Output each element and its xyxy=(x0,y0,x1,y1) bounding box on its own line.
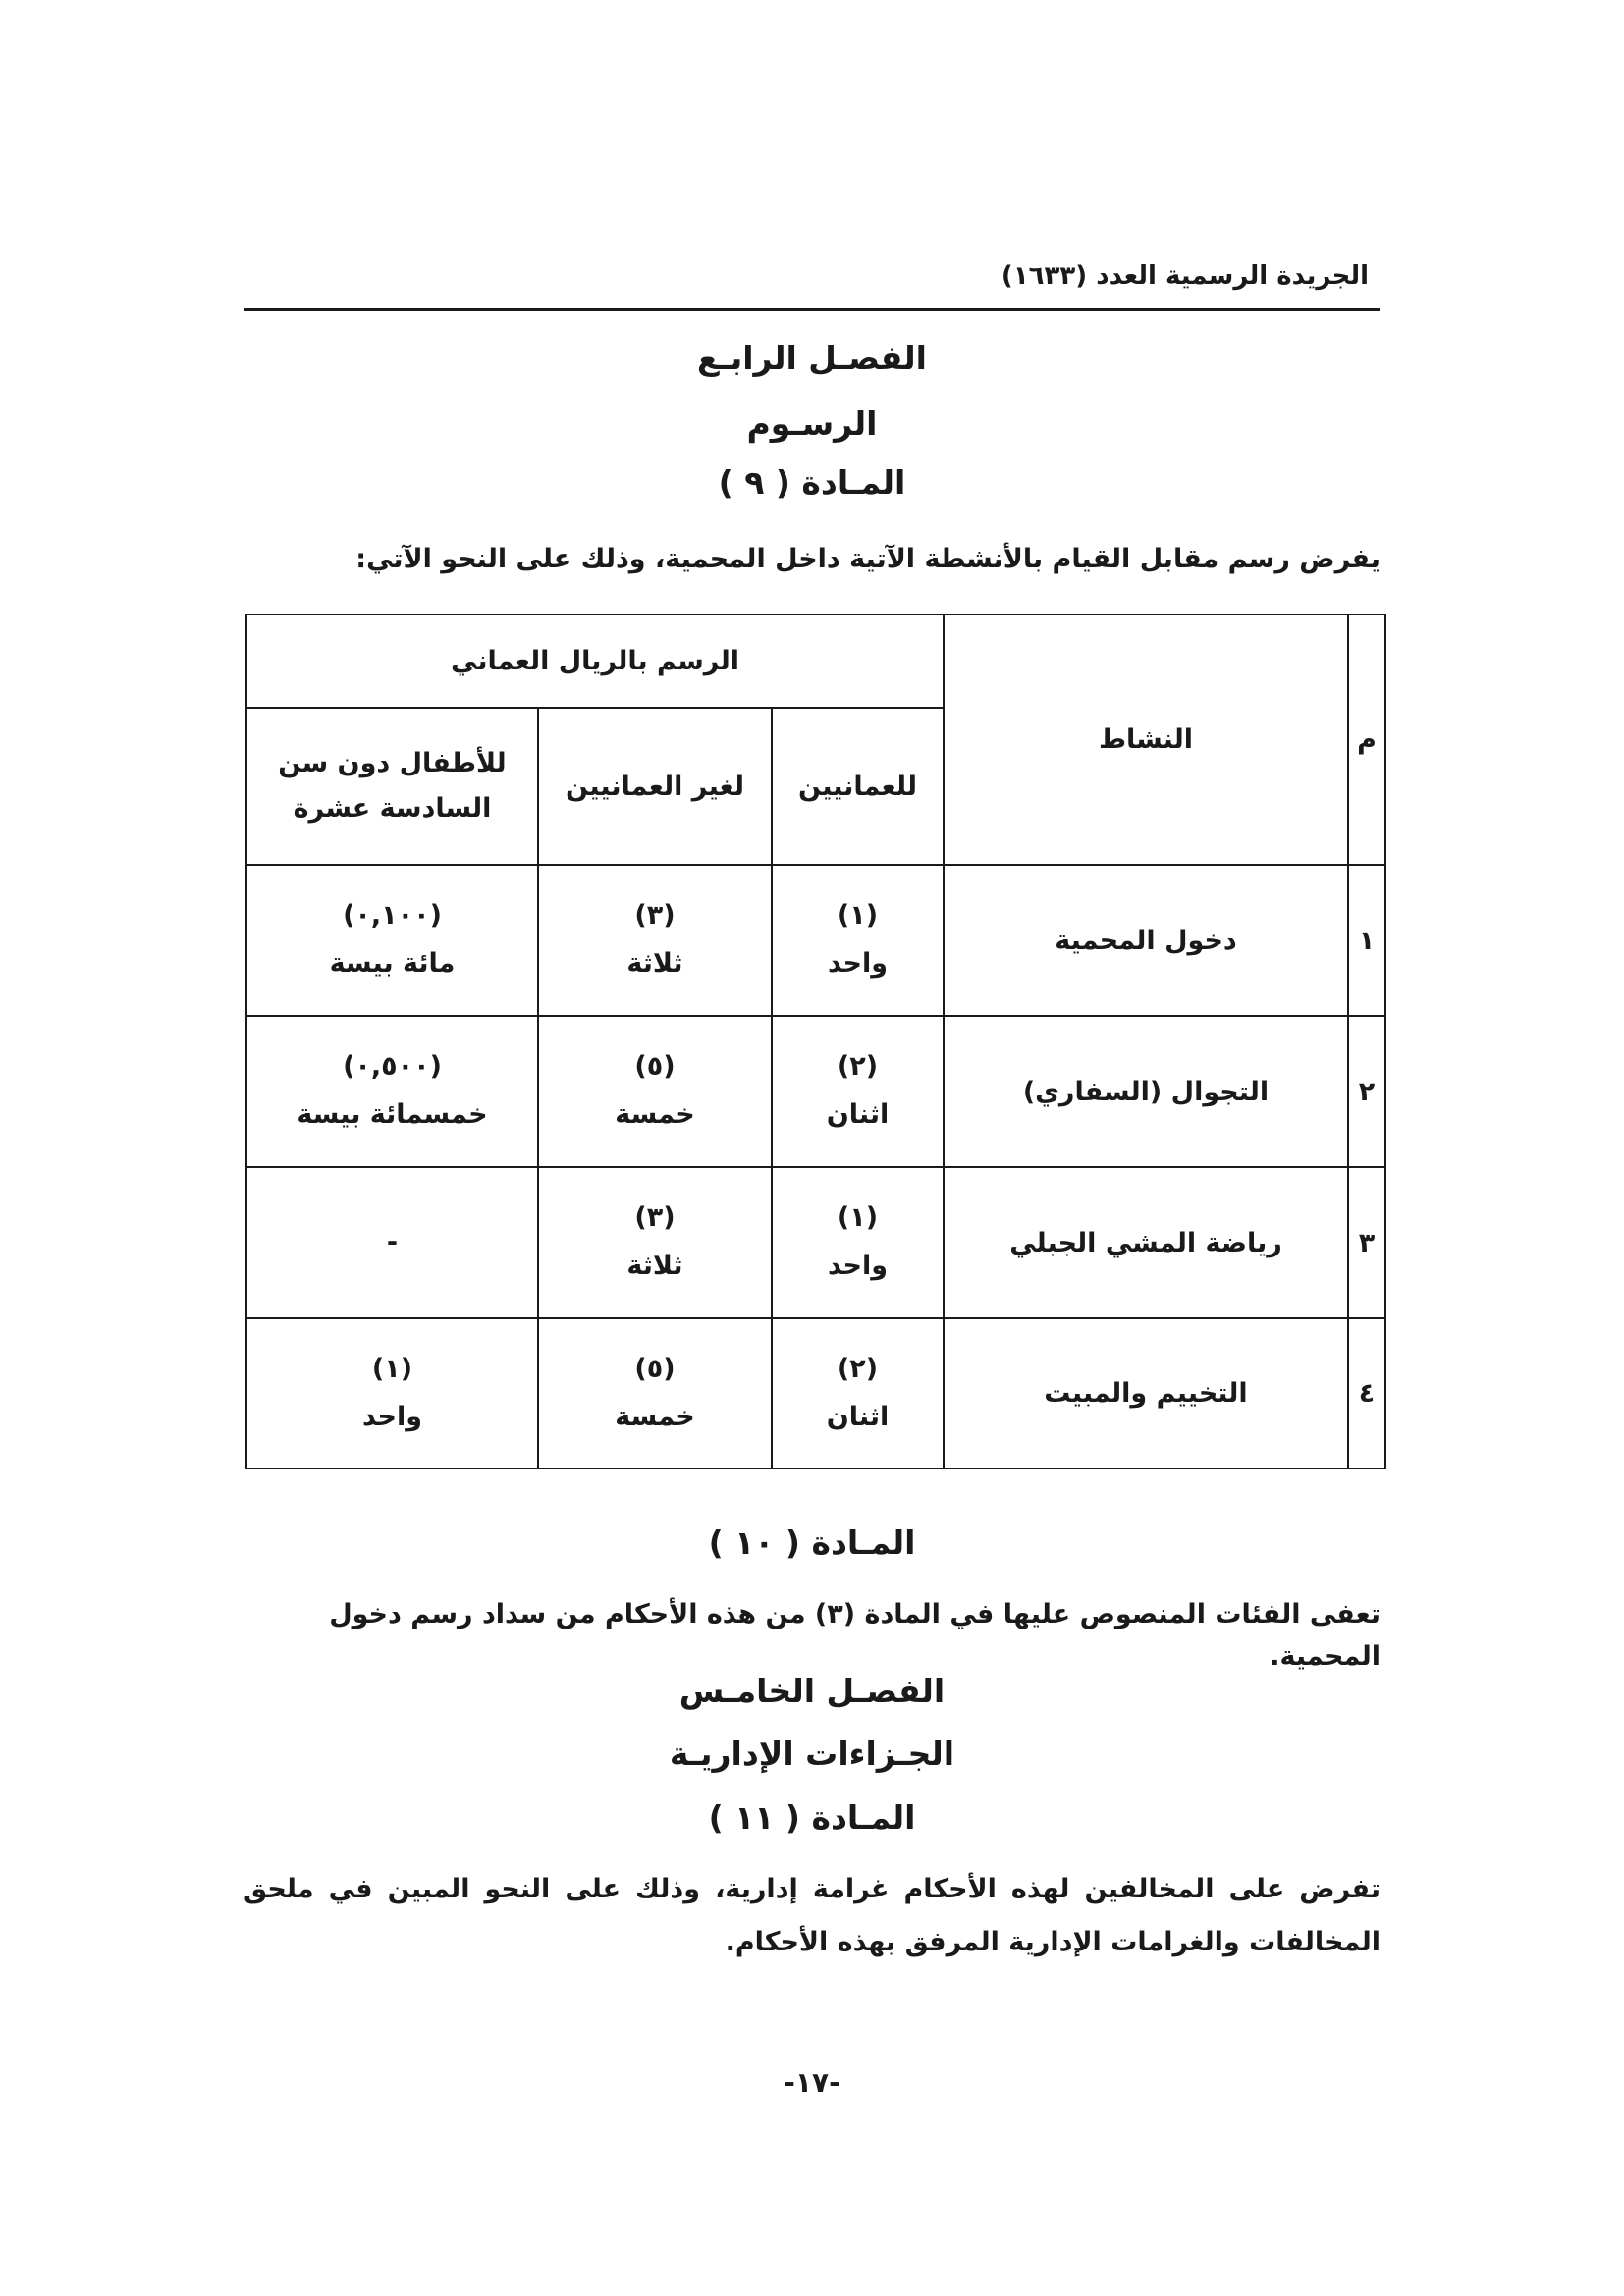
chapter-4-subtitle: الرسـوم xyxy=(746,404,878,443)
row-activity: رياضة المشي الجبلي xyxy=(944,1167,1348,1318)
fee-value: (٠,١٠٠) xyxy=(343,900,442,932)
row-num: ٢ xyxy=(1348,1016,1385,1167)
fee-omani xyxy=(772,1318,944,1468)
fee-words: واحد xyxy=(827,948,889,979)
article-10-text: تعفى الفئات المنصوص عليها في المادة (٣) من هذه الأحكام من سداد رسم دخول المحمية. xyxy=(329,1599,1380,1673)
fee-value: (١) xyxy=(837,1202,879,1234)
header-activity: النشاط xyxy=(944,614,1348,865)
chapter-5-subtitle: الجـزاءات الإداريـة xyxy=(669,1735,955,1773)
fee-words: اثنان xyxy=(826,1099,890,1130)
fee-value: (٥) xyxy=(634,1353,676,1384)
article-11-heading: المـادة ( ١١ ) xyxy=(708,1798,916,1837)
fee-value: (٣) xyxy=(634,1202,676,1234)
row-activity: التجوال (السفاري) xyxy=(944,1016,1348,1167)
row-num: ٤ xyxy=(1348,1318,1385,1468)
fee-words: واحد xyxy=(827,1251,889,1281)
running-title: الجريدة الرسمية العدد (١٦٣٣) xyxy=(1001,261,1369,291)
chapter-5-title: الفصـل الخامـس xyxy=(678,1672,946,1710)
row-activity: دخول المحمية xyxy=(944,865,1348,1016)
fee-words: خمسة xyxy=(615,1401,695,1432)
table-row xyxy=(246,1167,1385,1318)
article-10-heading: المـادة ( ١٠ ) xyxy=(708,1523,916,1562)
article-11-text: تفرض على المخالفين لهذه الأحكام غرامة إدارية، وذلك على النحو المبين في ملحق المخالفات والغرامات الإدارية المرفق بهذه الأحكام. xyxy=(244,1874,1380,1957)
fee-value: (٢) xyxy=(837,1353,879,1384)
article-9-intro: يفرض رسم مقابل القيام بالأنشطة الآتية داخل المحمية، وذلك على النحو الآتي: xyxy=(355,544,1380,574)
table-row xyxy=(246,1016,1385,1167)
fee-value: - xyxy=(386,1226,399,1257)
fee-words: خمسة xyxy=(615,1099,695,1130)
row-num: ١ xyxy=(1348,865,1385,1016)
article-9-heading: المـادة ( ٩ ) xyxy=(718,463,906,502)
row-num: ٣ xyxy=(1348,1167,1385,1318)
fee-words: اثنان xyxy=(826,1401,890,1432)
table-row xyxy=(246,1318,1385,1468)
row-activity: التخييم والمبيت xyxy=(944,1318,1348,1468)
fee-children xyxy=(246,1318,538,1468)
fee-children xyxy=(246,1167,538,1318)
fee-children xyxy=(246,865,538,1016)
fee-value: (١) xyxy=(371,1353,413,1384)
chapter-4-title: الفصـل الرابـع xyxy=(697,339,927,377)
header-omani: للعمانيين xyxy=(772,708,944,865)
fee-non-omani xyxy=(538,1016,772,1167)
fee-omani xyxy=(772,1167,944,1318)
fee-value: (٣) xyxy=(634,900,676,932)
header-non-omani: لغير العمانيين xyxy=(538,708,772,865)
fee-non-omani xyxy=(538,865,772,1016)
header-num: م xyxy=(1348,614,1385,865)
fee-value: (٢) xyxy=(837,1051,879,1083)
fee-table xyxy=(245,614,1386,1469)
fee-words: ثلاثة xyxy=(626,948,683,979)
fee-non-omani xyxy=(538,1167,772,1318)
fee-omani xyxy=(772,865,944,1016)
fee-children xyxy=(246,1016,538,1167)
header-fee-group: الرسم بالريال العماني xyxy=(246,614,944,708)
header-children: للأطفال دون سن السادسة عشرة xyxy=(246,708,538,865)
fee-value: (٥) xyxy=(634,1051,676,1083)
page-number: -١٧- xyxy=(784,2066,840,2099)
fee-value: (٠,٥٠٠) xyxy=(343,1051,442,1083)
fee-words: واحد xyxy=(361,1401,423,1432)
fee-value: (١) xyxy=(837,900,879,932)
page-header xyxy=(244,257,1380,311)
table-header-row xyxy=(246,614,1385,708)
table-row xyxy=(246,865,1385,1016)
fee-words: مائة بيسة xyxy=(329,948,456,979)
fee-words: خمسمائة بيسة xyxy=(297,1099,488,1130)
fee-non-omani xyxy=(538,1318,772,1468)
fee-words: ثلاثة xyxy=(626,1251,683,1281)
fee-omani xyxy=(772,1016,944,1167)
